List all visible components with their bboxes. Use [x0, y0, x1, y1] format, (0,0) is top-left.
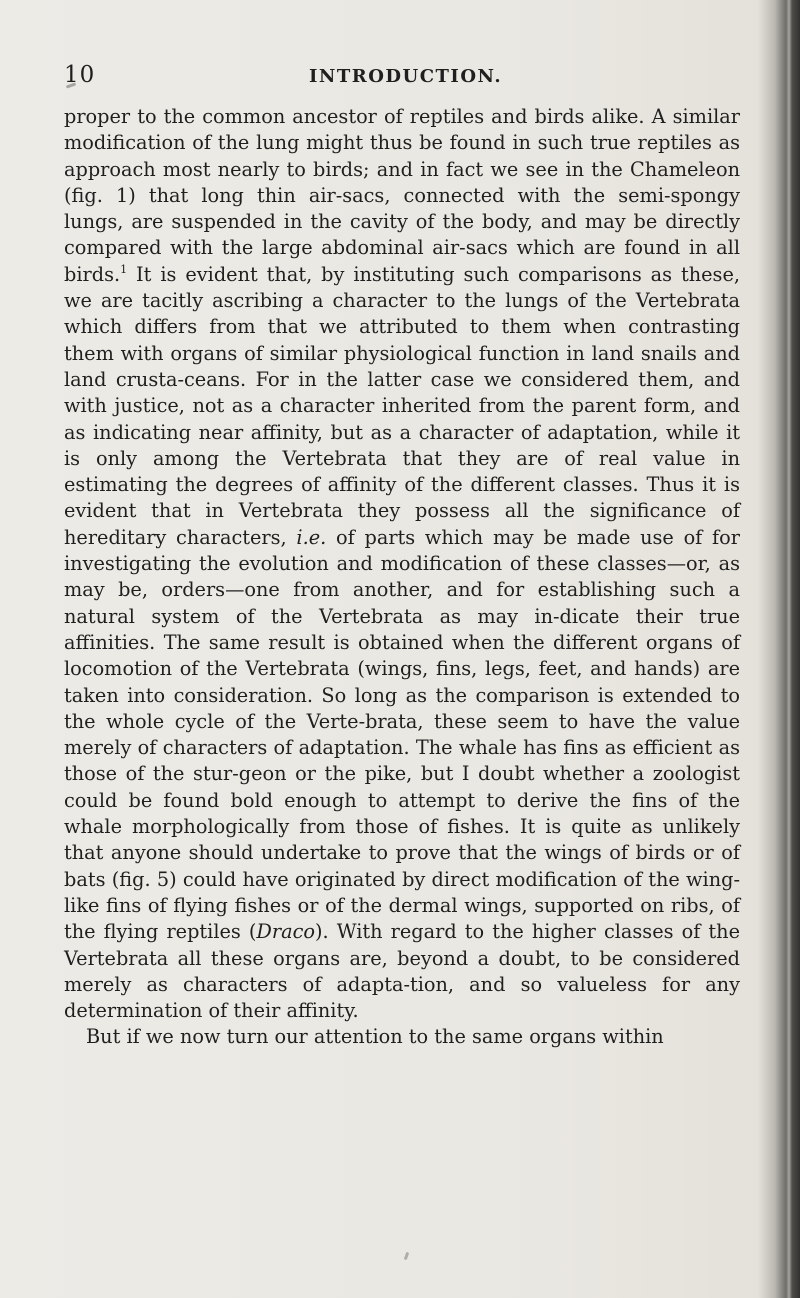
footnote-marker: 1 — [120, 262, 128, 276]
italic-draco: Draco — [256, 920, 315, 944]
page-number: 10 — [64, 62, 96, 88]
ink-mark — [404, 1252, 410, 1261]
text-segment-5: But if we now turn our attention to the same organs within — [86, 1025, 664, 1049]
page-edge-highlight — [786, 0, 792, 1298]
text-segment-1: proper to the common ancestor of reptiles and birds alike. A similar modification of the lung might thus be found in such true reptiles as approach most nearly to birds; and in fact we see in the Chameleon (fig. 1) that long thin air-sacs, connected with the semi-spongy lungs, are suspended in the cavity of the body, and may be directly compared with the large abdominal air-sacs which are found in all birds. — [64, 105, 740, 286]
text-segment-3: of parts which may be made use of for investigating the evolution and modification of these classes—or, as may be, orders—one from another, and for establishing such a natural system of the Vertebrata as may in-dicate their true affinities. The same result is obtained when the different organs of locomotion of the Vertebrata (wings, fins, legs, feet, and hands) are taken into consideration. So long as the comparison is extended to the whole cycle of the Verte-brata, these seem to have the value merely of characters of adaptation. The whale has fins as efficient as those of the stur-geon or the pike, but I doubt whether a zoologist could be found bold enough to attempt to derive the fins of the whale morphologically from those of fishes. It is quite as unlikely that anyone should undertake to prove that the wings of birds or of bats (fig. 5) could have originated by direct modification of the wing-like fins of flying fishes or of the dermal wings, supported on ribs, of the flying reptiles ( — [64, 525, 741, 944]
text-segment-4: ). With regard to the higher classes of the Vertebrata all these organs are, beyond a doubt, to be considered merely as characters of adapta-tion, and so valueless for any determination of their affinity. — [64, 920, 740, 1023]
page-edge-shadow — [758, 0, 800, 1298]
italic-ie: i.e. — [296, 525, 327, 549]
text-segment-2: It is evident that, by instituting such comparisons as these, we are tacitly ascribing a character to the lungs of the Vertebrata which differs from that we attributed to them when contrasting them with organs of similar physiological function in land snails and land crusta-ceans. For in the latter case we considered them, and with justice, not as a character inherited from the parent form, and as indicating near affinity, but as a character of adaptation, while it is only among the Vertebrata that they are of real value in estimating the degrees of affinity of the different classes. Thus it is evident that in Vertebrata they possess all the significance of hereditary characters, — [64, 262, 740, 549]
page-header — [64, 62, 740, 94]
running-head: INTRODUCTION. — [309, 66, 503, 87]
body-paragraph — [64, 104, 740, 1051]
